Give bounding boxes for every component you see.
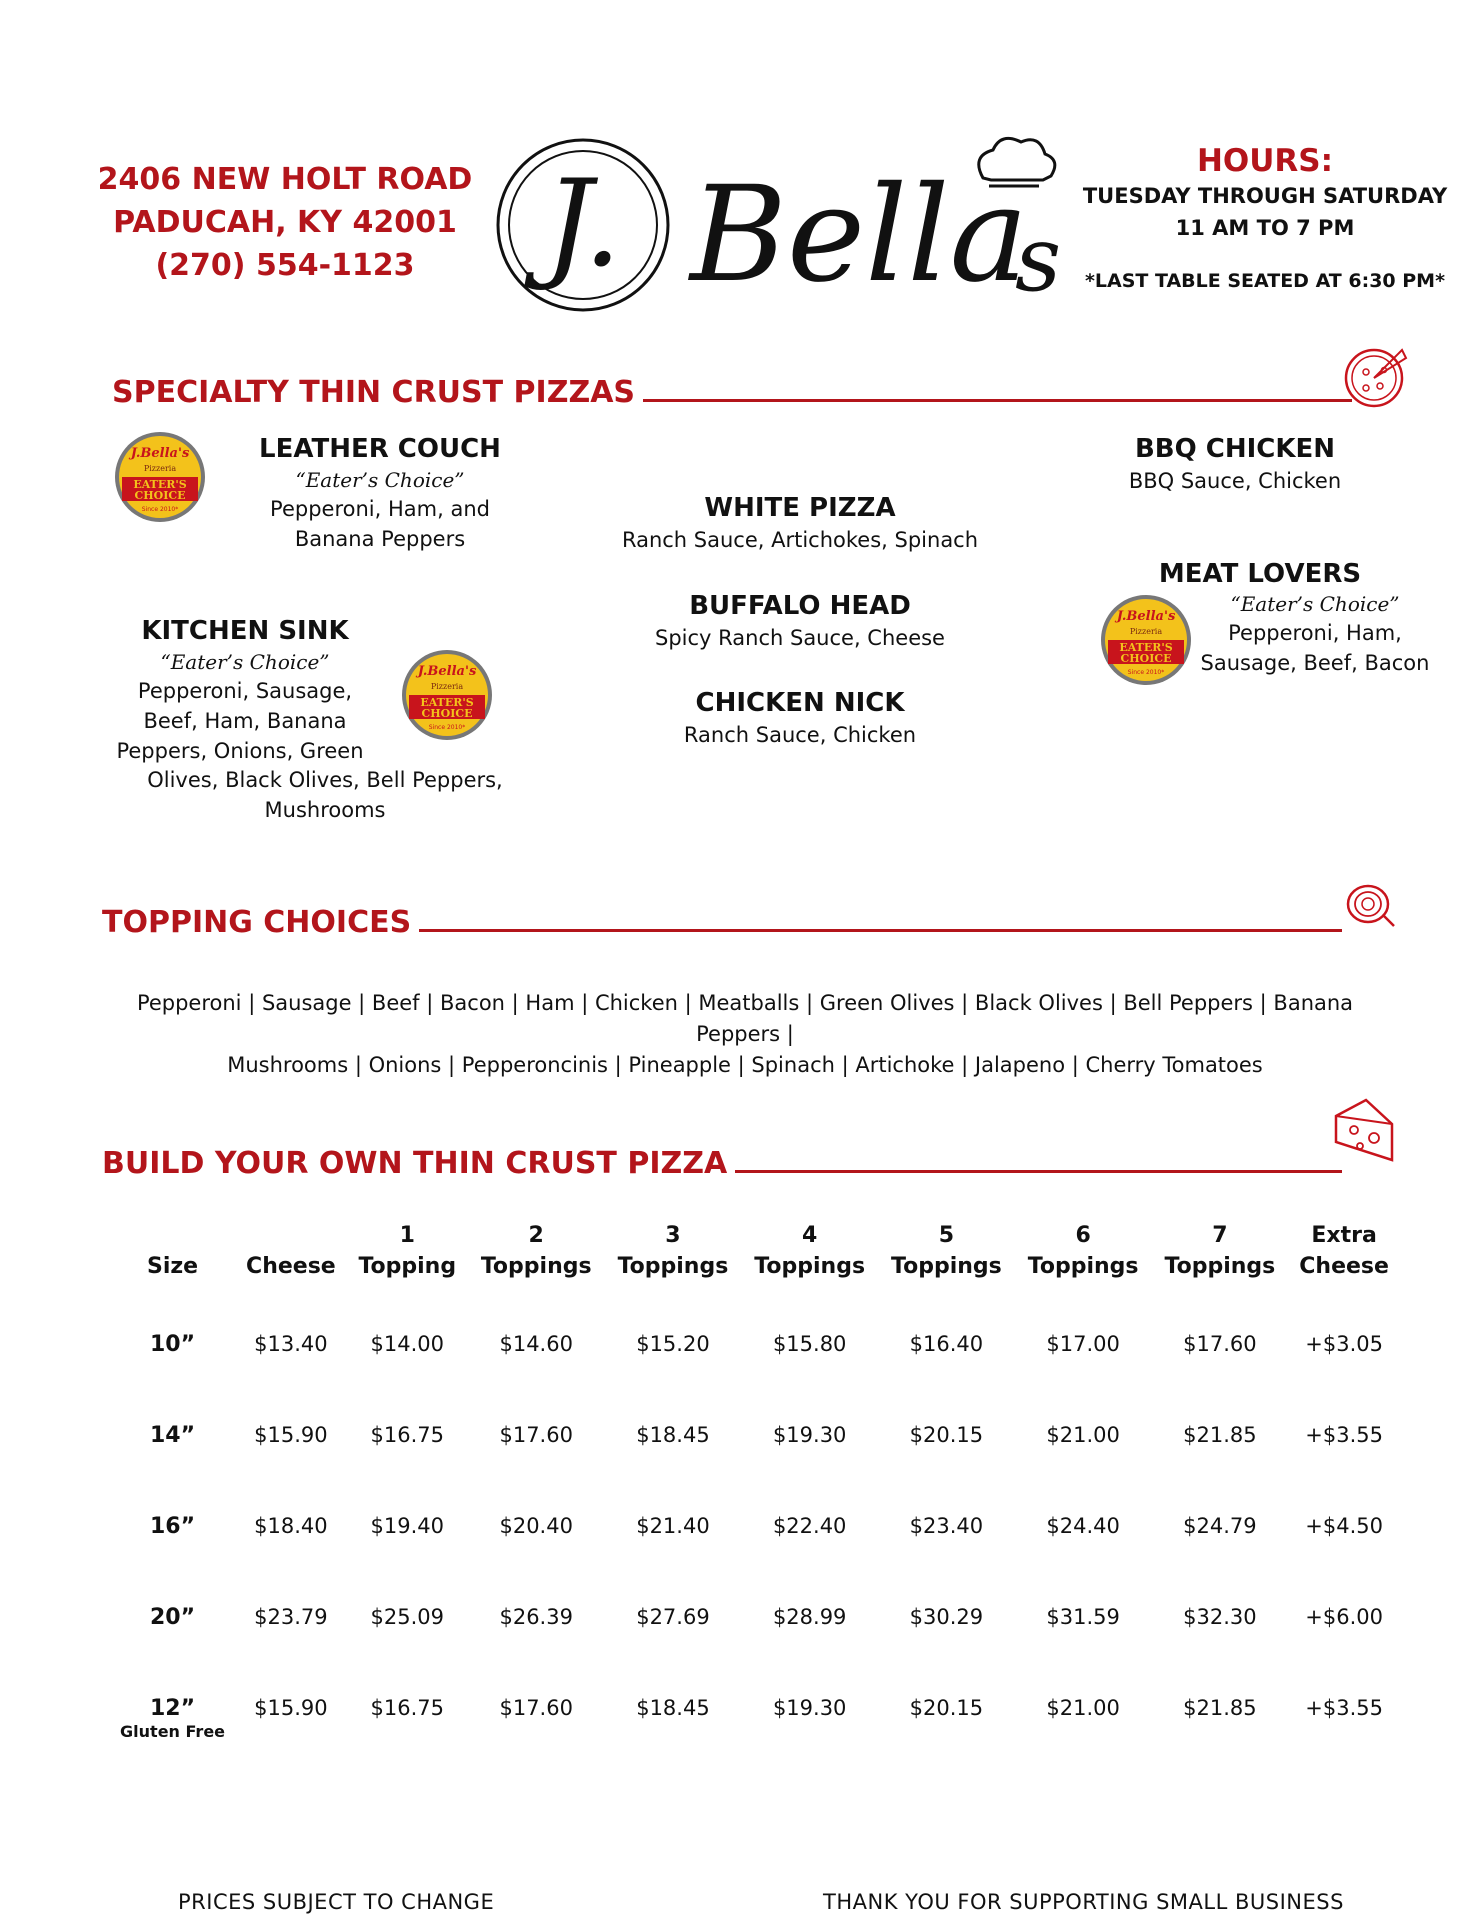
price-cell: $21.85 bbox=[1183, 1423, 1257, 1447]
svg-text:EATER'S: EATER'S bbox=[420, 696, 474, 709]
col-header-7-toppings: 7 Toppings bbox=[1164, 1223, 1276, 1279]
eaters-choice-badge bbox=[1100, 594, 1192, 686]
pizza-description: Spicy Ranch Sauce, Cheese bbox=[655, 626, 945, 650]
price-cell: $18.45 bbox=[636, 1696, 710, 1720]
svg-text:Pizzeria: Pizzeria bbox=[1129, 627, 1163, 636]
size-cell: 20” bbox=[150, 1605, 196, 1630]
pizza-name: KITCHEN SINK bbox=[141, 616, 349, 646]
price-cell: $24.79 bbox=[1183, 1514, 1257, 1538]
svg-text:CHOICE: CHOICE bbox=[134, 489, 186, 502]
pizza-bbq-chicken bbox=[1080, 432, 1390, 496]
price-cell: $17.00 bbox=[1046, 1332, 1120, 1356]
table-row bbox=[110, 1605, 1400, 1696]
price-cell: $18.45 bbox=[636, 1423, 710, 1447]
table-row bbox=[110, 1423, 1400, 1514]
pizza-description: Pepperoni, Ham, Sausage, Beef, Bacon bbox=[1200, 621, 1430, 675]
pizza-description: Ranch Sauce, Artichokes, Spinach bbox=[621, 528, 979, 552]
pizza-icon bbox=[1340, 338, 1412, 410]
col-header-cheese: Cheese bbox=[246, 1254, 336, 1279]
pizza-description: BBQ Sauce, Chicken bbox=[1128, 469, 1342, 493]
price-cell: $22.40 bbox=[772, 1514, 847, 1538]
col-header-1-topping: 1 Topping bbox=[358, 1223, 457, 1279]
hours-title: HOURS: bbox=[1196, 143, 1334, 179]
price-cell: $14.60 bbox=[499, 1332, 573, 1356]
eaters-choice-badge bbox=[114, 431, 206, 523]
pizza-description-5: Mushrooms bbox=[264, 798, 386, 822]
price-cell: $20.15 bbox=[909, 1423, 984, 1447]
pizza-name: LEATHER COUCH bbox=[259, 434, 501, 464]
address-line-1: 2406 NEW HOLT ROAD bbox=[97, 162, 473, 197]
col-header-4-toppings: 4 Toppings bbox=[754, 1223, 866, 1279]
price-cell: $17.60 bbox=[499, 1696, 573, 1720]
price-cell: $21.00 bbox=[1046, 1696, 1120, 1720]
svg-text:J.Bella's: J.Bella's bbox=[130, 446, 190, 461]
price-cell: $15.90 bbox=[254, 1423, 328, 1447]
size-cell: 14” bbox=[150, 1423, 196, 1448]
price-cell: $20.40 bbox=[499, 1514, 573, 1538]
hours-time: 11 AM TO 7 PM bbox=[1175, 216, 1355, 240]
price-cell: $15.80 bbox=[772, 1332, 847, 1356]
svg-text:Bella: Bella bbox=[690, 158, 1029, 312]
price-cell: $16.40 bbox=[909, 1332, 984, 1356]
svg-text:Since 2010*: Since 2010* bbox=[141, 506, 179, 513]
col-header-2-toppings: 2 Toppings bbox=[480, 1223, 592, 1279]
toppings-line-2: Mushrooms | Onions | Pepperoncinis | Pineapple | Spinach | Artichoke | Jalapeno | Cherry Tomatoes bbox=[227, 1053, 1263, 1077]
price-cell: $24.40 bbox=[1046, 1514, 1120, 1538]
size-value: 12” bbox=[150, 1696, 196, 1721]
pizza-description: Ranch Sauce, Chicken bbox=[683, 723, 917, 747]
svg-text:CHOICE: CHOICE bbox=[421, 707, 473, 720]
price-cell: $27.69 bbox=[636, 1605, 710, 1629]
hours-days: TUESDAY THROUGH SATURDAY bbox=[1082, 184, 1448, 208]
pizza-white-pizza bbox=[590, 491, 1010, 555]
pizza-description-3: Peppers, Onions, Green bbox=[116, 739, 364, 763]
pizza-name: BBQ CHICKEN bbox=[1134, 434, 1336, 464]
price-cell: $26.39 bbox=[499, 1605, 573, 1629]
eaters-choice-tag: “Eater’s Choice” bbox=[1230, 592, 1400, 616]
price-cell: +$4.50 bbox=[1305, 1514, 1383, 1538]
table-row bbox=[110, 1696, 1400, 1787]
price-cell: $15.90 bbox=[254, 1696, 328, 1720]
pizza-kitchen-sink-more bbox=[145, 765, 505, 825]
footer-left: PRICES SUBJECT TO CHANGE bbox=[178, 1890, 495, 1914]
svg-text:Since 2010*: Since 2010* bbox=[1127, 669, 1165, 676]
svg-text:Since 2010*: Since 2010* bbox=[428, 724, 466, 731]
address-block bbox=[90, 158, 480, 287]
price-cell: +$6.00 bbox=[1305, 1605, 1383, 1629]
price-cell: $18.40 bbox=[254, 1514, 328, 1538]
price-cell: $25.09 bbox=[370, 1605, 445, 1629]
col-header-6-toppings: 6 Toppings bbox=[1027, 1223, 1139, 1279]
size-cell bbox=[110, 1696, 235, 1787]
pizza-meat-lovers bbox=[1130, 557, 1390, 591]
toppings-heading bbox=[102, 905, 1342, 940]
svg-text:Pizzeria: Pizzeria bbox=[143, 464, 177, 473]
pizza-name: MEAT LOVERS bbox=[1158, 559, 1362, 589]
hours-note: *LAST TABLE SEATED AT 6:30 PM* bbox=[1084, 270, 1446, 292]
svg-text:Pizzeria: Pizzeria bbox=[430, 682, 464, 691]
hours-block bbox=[1080, 142, 1450, 292]
price-cell: $30.29 bbox=[909, 1605, 984, 1629]
price-cell: $20.15 bbox=[909, 1696, 984, 1720]
col-header-size: Size bbox=[146, 1254, 199, 1279]
svg-text:CHOICE: CHOICE bbox=[1120, 652, 1172, 665]
pizza-name: BUFFALO HEAD bbox=[689, 591, 911, 621]
price-table-header-row bbox=[110, 1220, 1400, 1332]
table-row bbox=[110, 1514, 1400, 1605]
pizza-chicken-nick bbox=[610, 686, 990, 750]
svg-text:J.Bella's: J.Bella's bbox=[1116, 609, 1176, 624]
price-cell: $19.30 bbox=[772, 1423, 847, 1447]
pizza-buffalo-head bbox=[610, 589, 990, 653]
build-heading bbox=[102, 1146, 1342, 1181]
gluten-free-note: Gluten Free bbox=[120, 1722, 226, 1741]
price-cell: $21.00 bbox=[1046, 1423, 1120, 1447]
price-cell: $16.75 bbox=[370, 1423, 445, 1447]
pizza-description-1: Pepperoni, Sausage, bbox=[137, 679, 353, 703]
pizza-meat-lovers-details bbox=[1200, 590, 1430, 678]
size-cell: 16” bbox=[150, 1514, 196, 1539]
j-bellas-logo bbox=[495, 130, 1075, 325]
build-price-table bbox=[110, 1220, 1400, 1787]
price-cell: $28.99 bbox=[772, 1605, 847, 1629]
toppings-heading-text: TOPPING CHOICES bbox=[102, 905, 412, 940]
svg-text:EATER'S: EATER'S bbox=[133, 478, 187, 491]
price-cell: $17.60 bbox=[1183, 1332, 1257, 1356]
pizza-kitchen-sink bbox=[116, 614, 370, 766]
toppings-list bbox=[110, 988, 1380, 1081]
price-cell: +$3.55 bbox=[1305, 1423, 1383, 1447]
price-cell: +$3.55 bbox=[1305, 1696, 1383, 1720]
price-cell: $13.40 bbox=[254, 1332, 328, 1356]
price-cell: $31.59 bbox=[1046, 1605, 1120, 1629]
price-cell: $23.79 bbox=[254, 1605, 328, 1629]
size-cell: 10” bbox=[150, 1332, 196, 1357]
pizza-description: Pepperoni, Ham, and Banana Peppers bbox=[270, 497, 490, 551]
onion-icon bbox=[1342, 878, 1398, 930]
table-row bbox=[110, 1332, 1400, 1423]
specialty-heading-text: SPECIALTY THIN CRUST PIZZAS bbox=[112, 375, 636, 410]
price-cell: +$3.05 bbox=[1305, 1332, 1383, 1356]
price-cell: $21.40 bbox=[636, 1514, 710, 1538]
eaters-choice-badge bbox=[401, 649, 493, 741]
price-cell: $14.00 bbox=[370, 1332, 445, 1356]
svg-text:EATER'S: EATER'S bbox=[1119, 641, 1173, 654]
price-cell: $19.40 bbox=[370, 1514, 445, 1538]
eaters-choice-tag: “Eater’s Choice” bbox=[295, 468, 465, 492]
col-header-extra-cheese: Extra Cheese bbox=[1299, 1223, 1389, 1279]
pizza-name: CHICKEN NICK bbox=[695, 688, 905, 718]
col-header-5-toppings: 5 Toppings bbox=[891, 1223, 1002, 1279]
pizza-leather-couch bbox=[230, 432, 530, 554]
pizza-description-4: Olives, Black Olives, Bell Peppers, bbox=[147, 768, 503, 792]
price-cell: $15.20 bbox=[636, 1332, 710, 1356]
address-line-2: PADUCAH, KY 42001 bbox=[113, 205, 457, 240]
pizza-description-2: Beef, Ham, Banana bbox=[143, 709, 347, 733]
price-cell: $23.40 bbox=[909, 1514, 984, 1538]
phone-number[interactable]: (270) 554-1123 bbox=[155, 248, 415, 283]
price-cell: $21.85 bbox=[1183, 1696, 1257, 1720]
price-cell: $19.30 bbox=[772, 1696, 847, 1720]
toppings-line-1: Pepperoni | Sausage | Beef | Bacon | Ham | Chicken | Meatballs | Green Olives | Black Olives | Bell Peppers | Banana Peppers | bbox=[136, 991, 1354, 1046]
pizza-name: WHITE PIZZA bbox=[704, 493, 896, 523]
build-heading-text: BUILD YOUR OWN THIN CRUST PIZZA bbox=[102, 1146, 728, 1181]
eaters-choice-tag: “Eater’s Choice” bbox=[160, 650, 330, 674]
specialty-heading bbox=[112, 375, 1352, 410]
svg-text:J.Bella's: J.Bella's bbox=[417, 664, 477, 679]
footer-right: THANK YOU FOR SUPPORTING SMALL BUSINESS bbox=[823, 1890, 1344, 1914]
price-cell: $17.60 bbox=[499, 1423, 573, 1447]
svg-text:s: s bbox=[1015, 207, 1062, 312]
col-header-3-toppings: 3 Toppings bbox=[617, 1223, 729, 1279]
svg-text:J.: J. bbox=[544, 155, 622, 294]
cheese-icon bbox=[1330, 1096, 1398, 1168]
price-cell: $32.30 bbox=[1183, 1605, 1257, 1629]
price-cell: $16.75 bbox=[370, 1696, 445, 1720]
